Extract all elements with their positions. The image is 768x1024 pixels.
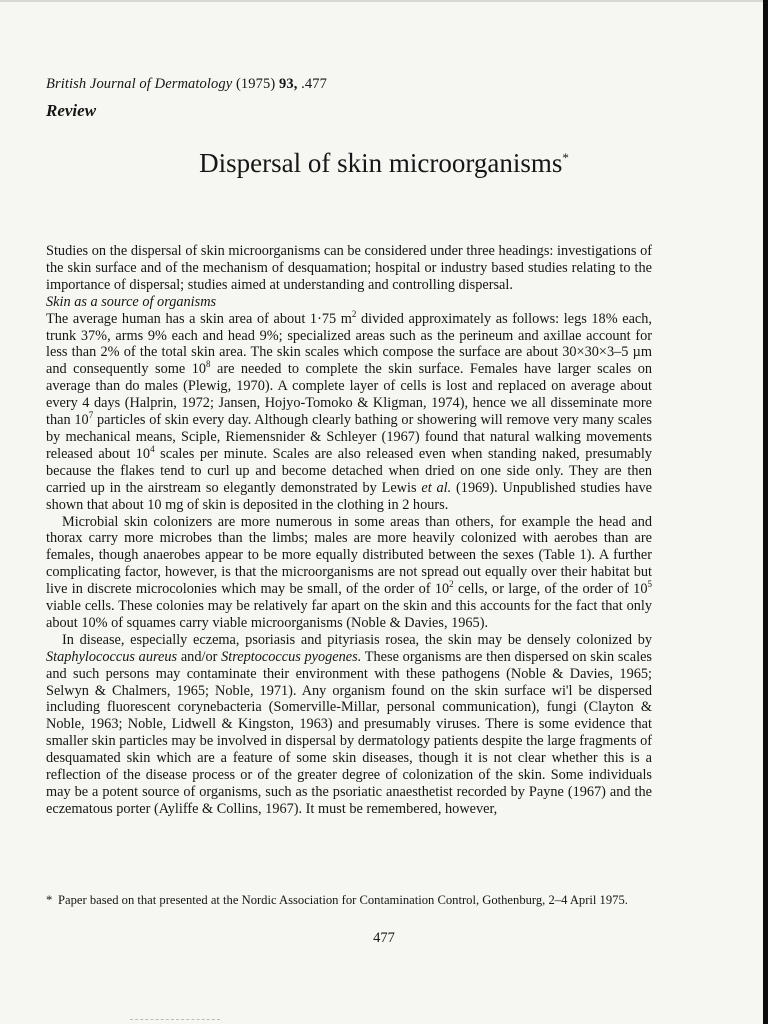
p2-sup-a: 2 bbox=[449, 579, 454, 590]
p2-text-b: cells, or large, of the order of 10 bbox=[453, 581, 648, 598]
scan-edge-top bbox=[0, 0, 768, 2]
footnote bbox=[46, 893, 652, 908]
journal-year: (1975) bbox=[236, 76, 276, 92]
p1-sup-b: 8 bbox=[206, 359, 211, 370]
page-number: 477 bbox=[373, 930, 395, 946]
section-label: Review bbox=[46, 101, 97, 120]
intro-paragraph: Studies on the dispersal of skin microorganisms can be considered under three headings: investigations of the skin surface and of the mechanism of desquamation; hospital or industry based studies relating to the importance of dispersal; studies aimed at understanding and controlling dispersal. bbox=[46, 243, 652, 293]
p3-italic-staph: Staphylococcus aureus bbox=[46, 648, 178, 665]
scan-artifact-rule bbox=[130, 1019, 220, 1021]
p1-text-b: divided approximately as follows: legs 18% each, trunk 37%, arms 9% each and head 9%; specialized areas such as the perineum and axillae account for less than 2% of the total skin area. The skin scales which compose the surface are about 30×30×3–5 µm and consequently some 10 bbox=[46, 310, 653, 378]
p3-italic-strep: Streptococcus pyogenes. bbox=[221, 648, 362, 665]
p1-sup-a: 2 bbox=[351, 308, 357, 319]
p3-text-c: These organisms are then dispersed on skin scales and such persons may contaminate their environment with these pathogens (Noble & Davies, 1965; Selwyn & Chalmers, 1965; Noble, 1971). Any organism found on the skin surface wi'l be dispersed including fluorescent corynebacteria (Somerville-Millar, personal communication), fungi (Clayton & Noble, 1963; Noble, Lidwell & Kingston, 1963) and presumably viruses. There is some evidence that smaller skin particles may be involved in dispersal by dermatology patients despite the large fragments of desquamated skin which are a feature of some skin diseases, though it is not clear whether this is a reflection of the disease process or of the greater degree of colonization of the skin. Some individuals may be a potent source of organisms, such as the psoriatic anaesthetist recorded by Payne (1967) and the eczematous porter (Ayliffe & Collins, 1967). It must be remembered, however, bbox=[46, 648, 652, 817]
paragraph-1 bbox=[46, 308, 653, 514]
p2-text-c: viable cells. These colonies may be relatively far apart on the skin and this accounts for the fact that only about 10% of squames carry viable microorganisms (Noble & Davies, 1965). bbox=[46, 598, 652, 631]
title-footnote-mark: * bbox=[562, 150, 569, 165]
p1-text-e: scales per minute. Scales are also released even when standing naked, presumably because the flakes tend to curl up and become detached when dried on one side only. They are then carried up in the airstream so elegantly demonstrated by Lewis bbox=[46, 445, 652, 496]
p1-text-d: particles of skin every day. Although clearly bathing or showering will remove very many scales by mechanical means, Sciple, Riemensnider & Schleyer (1967) found that natural walking movements released about 10 bbox=[46, 412, 652, 462]
subheading: Skin as a source of organisms bbox=[46, 293, 217, 310]
footnote-text: Paper based on that presented at the Nordic Association for Contamination Control, Gothenburg, 2–4 April 1975. bbox=[58, 893, 628, 907]
title-text: Dispersal of skin microorganisms bbox=[199, 148, 563, 178]
journal-name: British Journal of Dermatology bbox=[46, 76, 233, 92]
running-head bbox=[46, 76, 327, 93]
p1-sup-d: 4 bbox=[150, 444, 155, 455]
article-body bbox=[46, 243, 652, 818]
journal-volume: 93, bbox=[279, 76, 298, 92]
p1-text-f: (1969). Unpublished studies have shown that about 10 mg of skin is deposited in the clothing in 2 hours. bbox=[46, 479, 652, 513]
journal-page: .477 bbox=[301, 76, 327, 92]
p2-sup-b: 5 bbox=[647, 579, 652, 590]
p1-italic-etal: et al. bbox=[421, 479, 452, 496]
p3-text-a: In disease, especially eczema, psoriasis and pityriasis rosea, the skin may be densely colonized by bbox=[62, 631, 652, 648]
paragraph-2 bbox=[46, 514, 652, 632]
paragraph-3 bbox=[46, 632, 652, 818]
article-title bbox=[0, 148, 768, 179]
p1-sup-c: 7 bbox=[88, 410, 94, 421]
footnote-mark: * bbox=[46, 893, 53, 907]
p2-text-a: Microbial skin colonizers are more numerous in some areas than others, for example the head and thorax carry more microbes than the limbs; males are more heavily colonized with aerobes than are females, though anaerobes appear to be more equally distributed between the sexes (Table 1). A further complicating factor, however, is that the microorganisms are not spread out equally over their habitat but live in discrete microcolonies which may be small, of the order of 10 bbox=[46, 513, 652, 598]
p1-text-c: are needed to complete the skin surface. Females have larger scales on average than do males (Plewig, 1970). A complete layer of cells is lost and replaced on average about every 4 days (Halprin, 1972; Jansen, Hojyo-Tomoko & Kligman, 1974), hence we all disseminate more than 10 bbox=[46, 361, 652, 429]
p3-text-b: and/or bbox=[177, 648, 222, 665]
p1-text-a: The average human has a skin area of about 1·75 m bbox=[46, 310, 352, 327]
